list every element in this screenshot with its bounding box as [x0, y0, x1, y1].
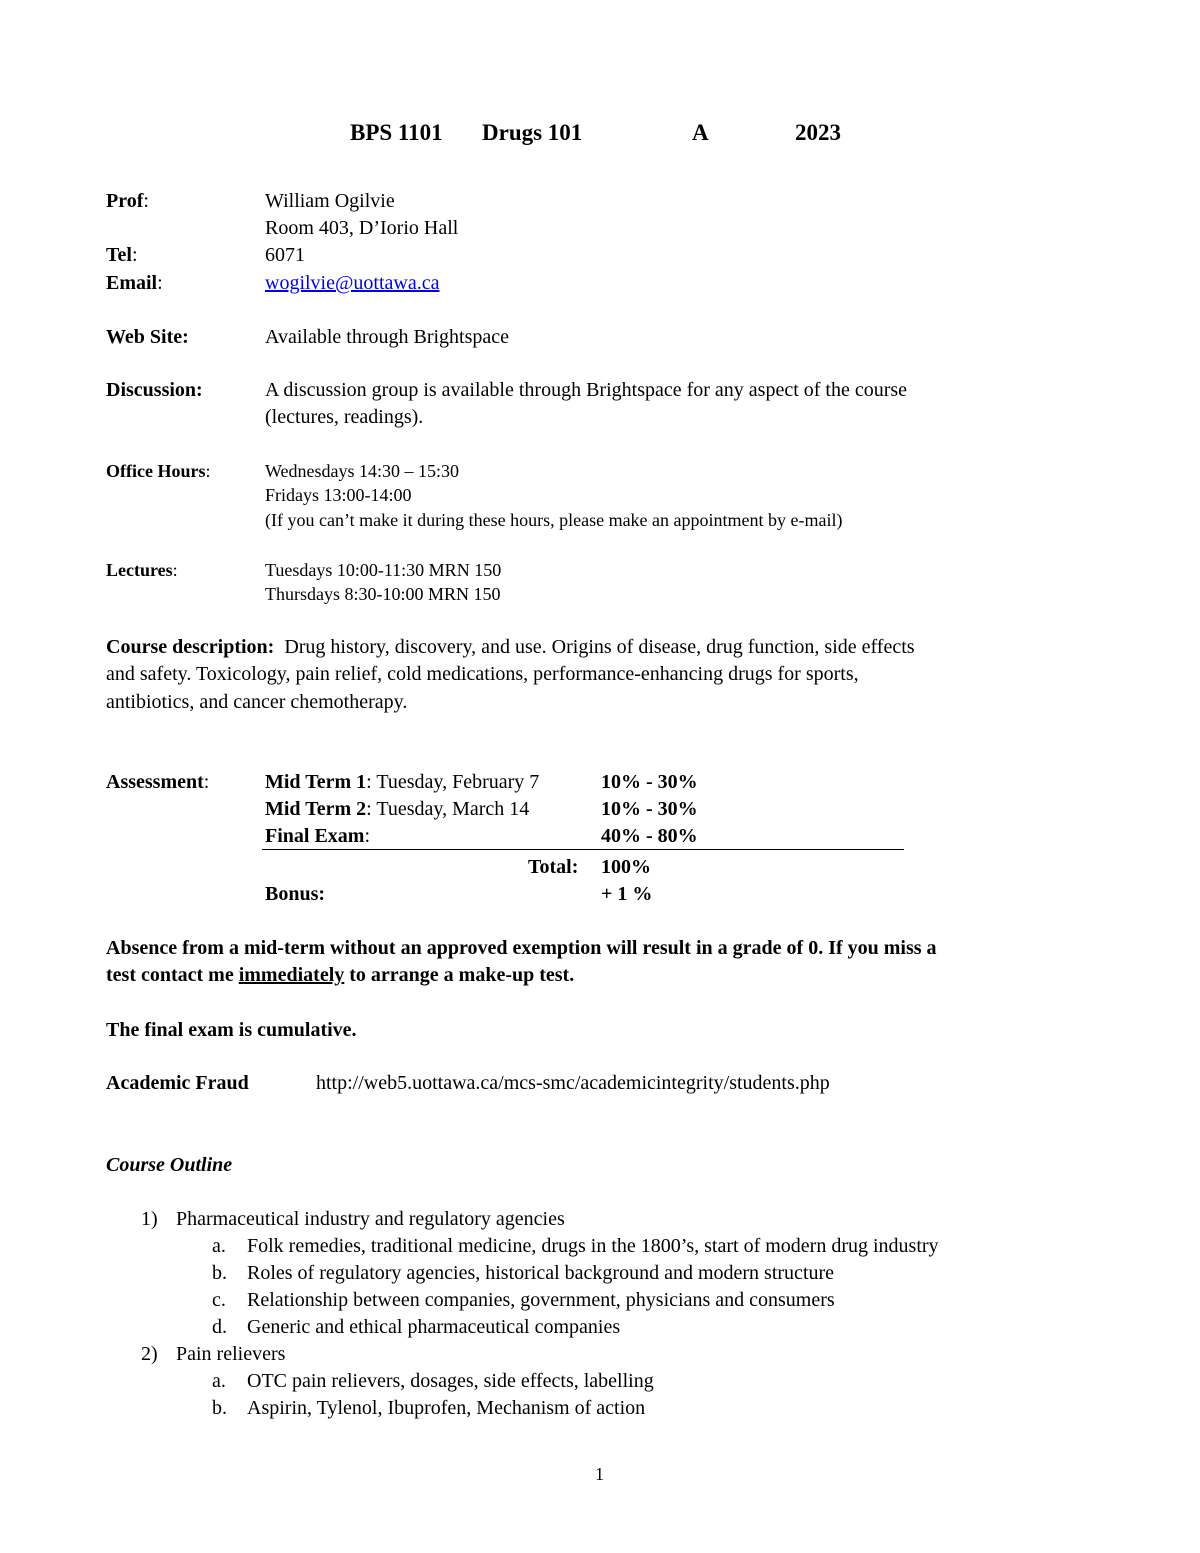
course-name: Drugs 101 — [482, 120, 583, 145]
tel-label: Tel — [106, 244, 132, 266]
course-code: BPS 1101 — [350, 120, 443, 145]
outline-item-letter: a. — [212, 1235, 226, 1257]
email-label-row — [106, 273, 163, 293]
page-number: 1 — [595, 1464, 604, 1484]
assessment-item-name: Mid Term 2 — [265, 798, 367, 820]
course-year: 2023 — [795, 120, 841, 145]
assessment-divider — [262, 849, 904, 850]
total-label: Total: — [528, 856, 579, 878]
notice-emphasis: immediately — [238, 964, 345, 986]
website-label: Web Site: — [106, 326, 189, 348]
website-value: Available through Brightspace — [265, 326, 510, 348]
absence-notice-line-1: Absence from a mid-term without an approved exemption will result in a grade of 0. If you miss a — [106, 937, 937, 959]
discussion-label: Discussion: — [106, 379, 203, 401]
fraud-label: Academic Fraud — [106, 1072, 249, 1094]
email-colon: : — [157, 272, 163, 294]
bonus-label: Bonus: — [265, 883, 326, 905]
office-hours-label-row — [106, 462, 211, 480]
assessment-label: Assessment — [106, 771, 204, 793]
office-hours-line-2: Fridays 13:00-14:00 — [265, 485, 412, 505]
outline-section-number: 1) — [141, 1208, 158, 1230]
lectures-label: Lectures — [106, 560, 173, 580]
outline-section-number: 2) — [141, 1343, 158, 1365]
lectures-label-row — [106, 561, 178, 579]
outline-item-letter: d. — [212, 1316, 227, 1338]
cumulative-notice: The final exam is cumulative. — [106, 1019, 357, 1041]
assessment-item — [265, 799, 529, 819]
lectures-colon: : — [172, 560, 178, 580]
assessment-label-row — [106, 772, 209, 792]
outline-item-letter: b. — [212, 1262, 227, 1284]
outline-item-text: Relationship between companies, government, physicians and consumers — [247, 1289, 835, 1311]
assessment-item-weight: 40% - 80% — [601, 825, 698, 847]
bonus-value: + 1 % — [601, 883, 653, 905]
office-hours-colon: : — [205, 461, 211, 481]
tel-label-row — [106, 245, 138, 265]
office-hours-label: Office Hours — [106, 461, 206, 481]
total-value: 100% — [601, 856, 651, 878]
assessment-item-name: Mid Term 1 — [265, 771, 367, 793]
assessment-item — [265, 772, 539, 792]
prof-colon: : — [143, 190, 149, 212]
outline-item-text: OTC pain relievers, dosages, side effects, labelling — [247, 1370, 654, 1392]
outline-item-letter: b. — [212, 1397, 227, 1419]
prof-label: Prof — [106, 190, 144, 212]
email-link[interactable]: wogilvie@uottawa.ca — [265, 272, 440, 294]
description-label: Course description: — [106, 636, 275, 658]
assessment-item-detail: : Tuesday, March 14 — [366, 798, 530, 820]
outline-item-text: Folk remedies, traditional medicine, drugs in the 1800’s, start of modern drug industry — [247, 1235, 939, 1257]
prof-name: William Ogilvie — [265, 190, 395, 212]
tel-colon: : — [131, 244, 138, 266]
assessment-item — [265, 826, 370, 846]
lectures-line-2: Thursdays 8:30-10:00 MRN 150 — [265, 584, 501, 604]
outline-item-text: Generic and ethical pharmaceutical companies — [247, 1316, 621, 1338]
absence-notice-line-2 — [106, 965, 574, 985]
outline-section-title: Pharmaceutical industry and regulatory agencies — [176, 1208, 565, 1230]
outline-item-text: Aspirin, Tylenol, Ibuprofen, Mechanism of action — [247, 1397, 646, 1419]
assessment-item-name: Final Exam — [265, 825, 365, 847]
description-line-1: Drug history, discovery, and use. Origins of disease, drug function, side effects — [284, 636, 915, 658]
assessment-item-weight: 10% - 30% — [601, 798, 698, 820]
description-line-3: antibiotics, and cancer chemotherapy. — [106, 691, 408, 713]
notice-post: to arrange a make-up test. — [344, 964, 575, 986]
lectures-line-1: Tuesdays 10:00-11:30 MRN 150 — [265, 560, 502, 580]
assessment-item-detail: : Tuesday, February 7 — [366, 771, 540, 793]
assessment-colon: : — [203, 771, 210, 793]
email-label: Email — [106, 272, 158, 294]
description-line-1-row — [106, 637, 915, 657]
fraud-url[interactable]: http://web5.uottawa.ca/mcs-smc/academicintegrity/students.php — [316, 1072, 830, 1094]
discussion-line-2: (lectures, readings). — [265, 406, 424, 428]
prof-room: Room 403, D’Iorio Hall — [265, 217, 459, 239]
assessment-item-weight: 10% - 30% — [601, 771, 698, 793]
office-hours-line-3: (If you can’t make it during these hours, please make an appointment by e-mail) — [265, 510, 843, 530]
outline-heading: Course Outline — [106, 1154, 233, 1176]
assessment-item-detail: : — [364, 825, 371, 847]
discussion-line-1: A discussion group is available through Brightspace for any aspect of the course — [265, 379, 908, 401]
description-line-2: and safety. Toxicology, pain relief, cold medications, performance-enhancing drugs for sports, — [106, 663, 859, 685]
outline-item-letter: a. — [212, 1370, 226, 1392]
course-section: A — [692, 120, 709, 145]
outline-item-letter: c. — [212, 1289, 226, 1311]
prof-label-row — [106, 191, 149, 211]
tel-value: 6071 — [265, 244, 305, 266]
notice-pre: test contact me — [106, 964, 239, 986]
office-hours-line-1: Wednesdays 14:30 – 15:30 — [265, 461, 460, 481]
outline-item-text: Roles of regulatory agencies, historical background and modern structure — [247, 1262, 835, 1284]
outline-section-title: Pain relievers — [176, 1343, 286, 1365]
